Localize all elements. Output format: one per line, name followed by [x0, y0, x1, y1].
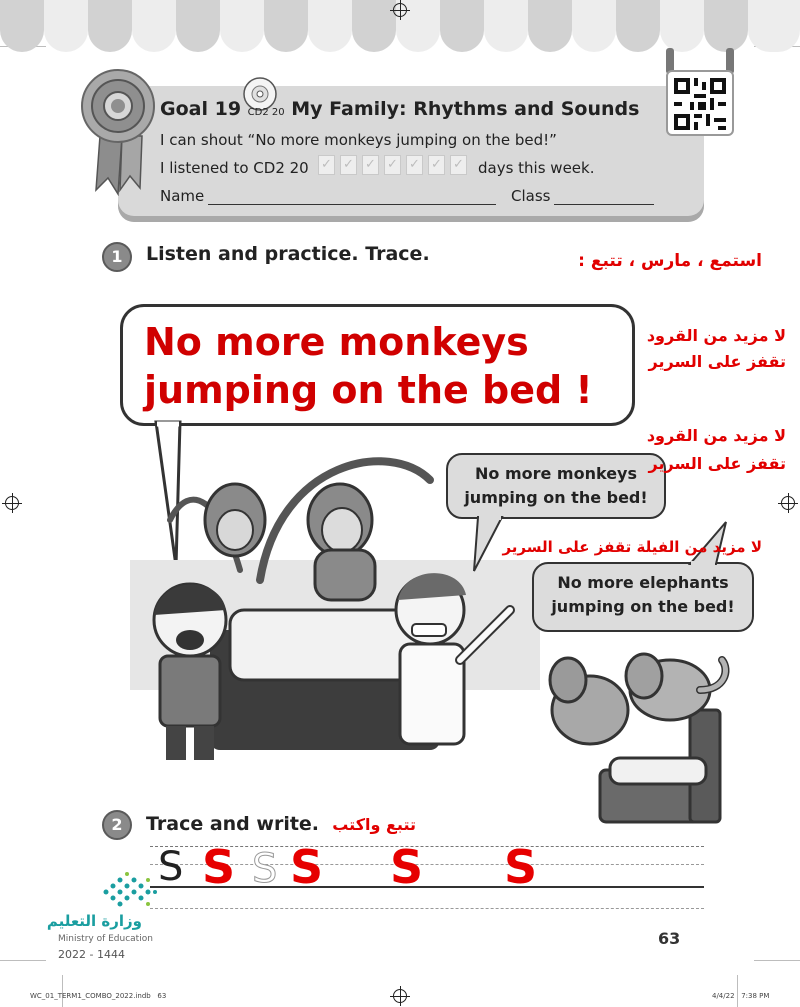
speech-bubble-elephants	[532, 562, 754, 632]
cd-label: CD2 20	[247, 107, 285, 118]
goal-heading: My Family: Rhythms and Sounds	[291, 98, 640, 120]
written-letter[interactable]: S	[202, 840, 236, 894]
ministry-english-name: Ministry of Education	[58, 934, 153, 944]
elephants-bed-illustration	[540, 640, 740, 830]
bubble-elephants-line-1: No more elephants	[557, 573, 729, 592]
exercise-1-instruction: Listen and practice. Trace.	[146, 243, 430, 265]
writing-guide-line	[150, 908, 704, 909]
bubble-monkeys-line-2: jumping on the bed!	[464, 488, 648, 507]
file-info: WC_01_TERM1_COMBO_2022.indb 63	[30, 992, 167, 1000]
bubble-monkeys-line-1: No more monkeys	[475, 464, 637, 483]
goal-title	[160, 98, 639, 120]
day-checkbox[interactable]: ✓	[406, 155, 423, 175]
exercise-2-number: 2	[102, 810, 132, 840]
arabic-note-1-line-1: لا مزيد من القرود	[646, 326, 786, 345]
arabic-note-1-line-2: تقفز على السرير	[648, 352, 786, 371]
day-checkbox[interactable]: ✓	[450, 155, 467, 175]
crop-mark	[62, 975, 63, 1007]
goal-label: Goal 19	[160, 98, 242, 120]
award-ribbon-icon	[78, 66, 162, 196]
day-checkbox[interactable]: ✓	[340, 155, 357, 175]
class-label: Class	[511, 187, 551, 205]
crop-mark	[0, 960, 46, 961]
arabic-note-2-line-2: تقفز على السرير	[648, 454, 786, 473]
name-label: Name	[160, 187, 205, 205]
exercise-1-number: 1	[102, 242, 132, 272]
registration-mark	[5, 496, 19, 510]
registration-mark	[781, 496, 795, 510]
day-checkbox[interactable]: ✓	[384, 155, 401, 175]
exercise-2-arabic-instruction: تتبع واكتب	[332, 815, 416, 834]
day-checkbox[interactable]: ✓	[428, 155, 445, 175]
registration-mark	[393, 3, 407, 17]
crop-mark	[754, 960, 800, 961]
big-bubble-line-2: jumping on the bed !	[144, 368, 593, 412]
bubble-elephants-line-2: jumping on the bed!	[551, 597, 735, 616]
exercise-1-arabic-instruction: استمع ، مارس ، تتبع :	[578, 251, 762, 271]
day-checkbox[interactable]: ✓	[318, 155, 335, 175]
page-number: 63	[658, 929, 681, 948]
written-letter[interactable]: S	[504, 840, 538, 894]
qr-code-icon[interactable]	[674, 78, 726, 130]
print-time: 4/4/22 7:38 PM	[712, 992, 770, 1000]
ministry-logo-icon	[98, 872, 162, 912]
class-field[interactable]	[554, 204, 654, 205]
registration-mark	[393, 989, 407, 1003]
goal-can-shout: I can shout “No more monkeys jumping on the bed!”	[160, 131, 557, 149]
arabic-note-2-line-1: لا مزيد من القرود	[646, 426, 786, 445]
crop-mark	[737, 975, 738, 1007]
written-letter[interactable]: S	[290, 840, 324, 894]
goal-listened-suffix: days this week.	[478, 159, 595, 177]
day-checkbox[interactable]: ✓	[362, 155, 379, 175]
ministry-arabic-name: وزارة التعليم	[46, 912, 142, 930]
big-bubble-line-1: No more monkeys	[144, 320, 529, 364]
trace-letter-dotted[interactable]: S	[252, 846, 278, 892]
year-label: 2022 - 1444	[58, 948, 125, 961]
arabic-note-3: لا مزيد من الفيلة تقفز على السرير	[502, 538, 762, 556]
goal-listened-prefix: I listened to CD2 20	[160, 159, 309, 177]
model-letter: S	[158, 844, 184, 890]
name-field[interactable]	[208, 204, 496, 205]
exercise-2-instruction: Trace and write.	[146, 813, 320, 835]
written-letter[interactable]: S	[390, 840, 424, 894]
